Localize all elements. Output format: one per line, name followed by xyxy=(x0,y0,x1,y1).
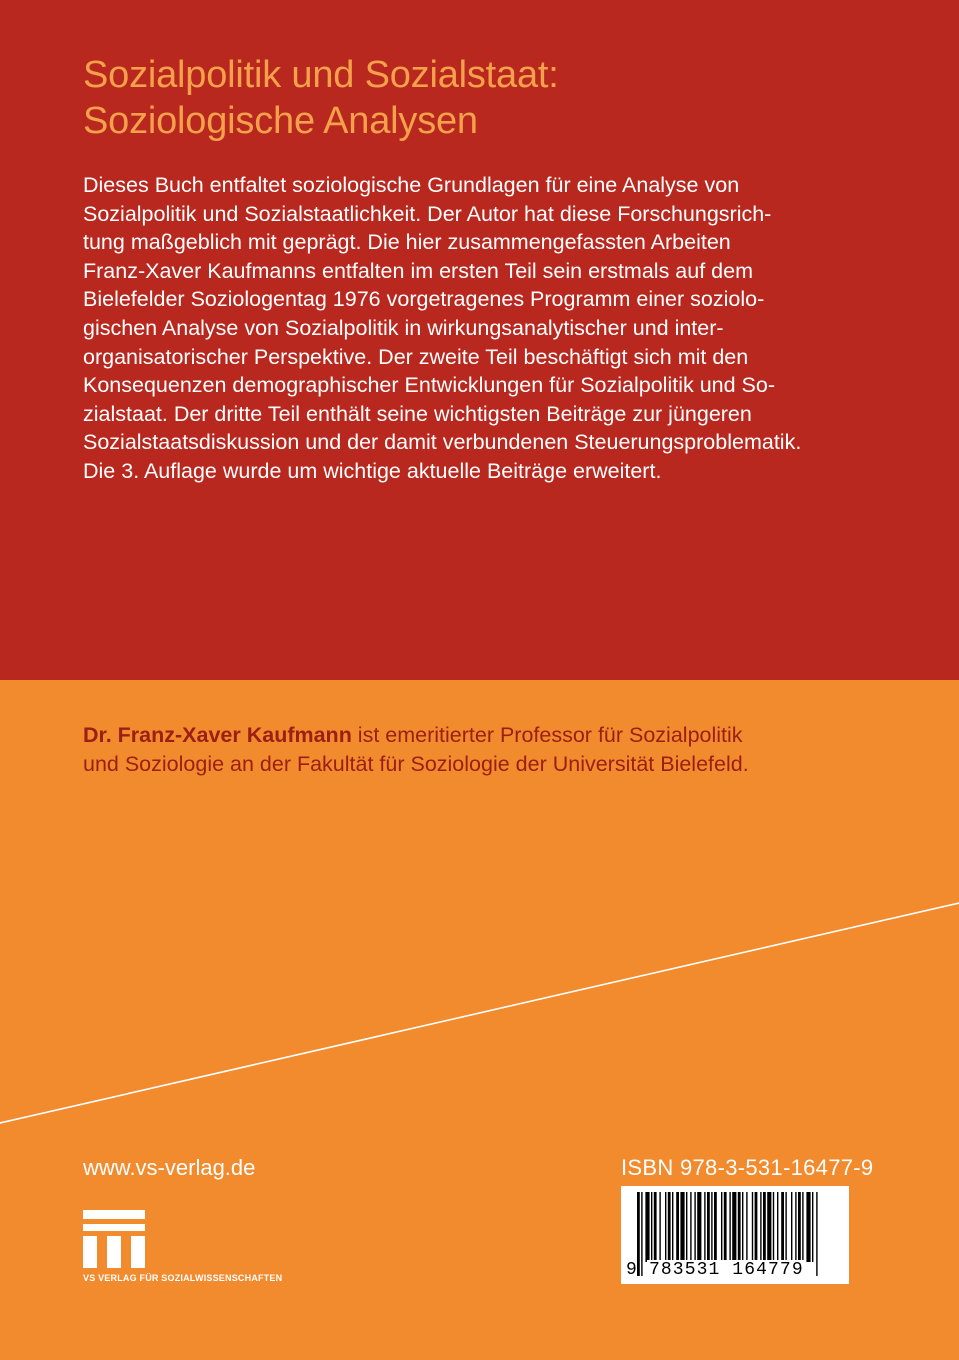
book-title xyxy=(83,52,559,144)
description-line: Die 3. Auflage wurde um wichtige aktuelle Beiträge erweitert. xyxy=(83,458,662,483)
description-line: Sozialpolitik und Sozialstaatlichkeit. Der Autor hat diese Forschungsrich- xyxy=(83,201,772,226)
description-line: Dieses Buch entfaltet soziologische Grundlagen für eine Analyse von xyxy=(83,173,740,197)
author-bio-line-2: und Soziologie an der Fakultät für Soziologie der Universität Bielefeld. xyxy=(83,752,749,776)
publisher-logo-icon xyxy=(83,1210,145,1268)
isbn-label: ISBN 978-3-531-16477-9 xyxy=(621,1155,874,1180)
title-line-1: Sozialpolitik und Sozialstaat: xyxy=(83,54,559,96)
publisher-url[interactable]: www.vs-verlag.de xyxy=(83,1155,256,1180)
barcode-digits: 783531 164779 xyxy=(649,1260,804,1280)
book-description xyxy=(83,171,873,486)
author-name: Dr. Franz-Xaver Kaufmann xyxy=(83,723,352,747)
description-line: organisatorischer Perspektive. Der zweite Teil beschäftigt sich mit den xyxy=(83,344,749,369)
barcode-first-digit: 9 xyxy=(626,1260,637,1280)
description-line: zialstaat. Der dritte Teil enthält seine wichtigsten Beiträge zur jüngeren xyxy=(83,401,752,426)
description-line: gischen Analyse von Sozialpolitik in wirkungsanalytischer und inter- xyxy=(83,315,724,340)
barcode xyxy=(621,1186,849,1284)
title-line-2: Soziologische Analysen xyxy=(83,100,478,142)
description-line: tung maßgeblich mit geprägt. Die hier zusammengefassten Arbeiten xyxy=(83,230,731,255)
description-line: Sozialstaatsdiskussion und der damit verbundenen Steuerungsproblematik. xyxy=(83,430,802,455)
author-bio xyxy=(83,721,749,779)
publisher-name: VS VERLAG FÜR SOZIALWISSENSCHAFTEN xyxy=(83,1273,283,1283)
author-bio-line-1: ist emeritierter Professor für Sozialpolitik xyxy=(351,723,743,747)
description-line: Bielefelder Soziologentag 1976 vorgetragenes Programm einer soziolo- xyxy=(83,287,765,312)
description-line: Franz-Xaver Kaufmanns entfalten im ersten Teil sein erstmals auf dem xyxy=(83,258,753,283)
description-line: Konsequenzen demographischer Entwicklungen für Sozialpolitik und So- xyxy=(83,373,775,398)
